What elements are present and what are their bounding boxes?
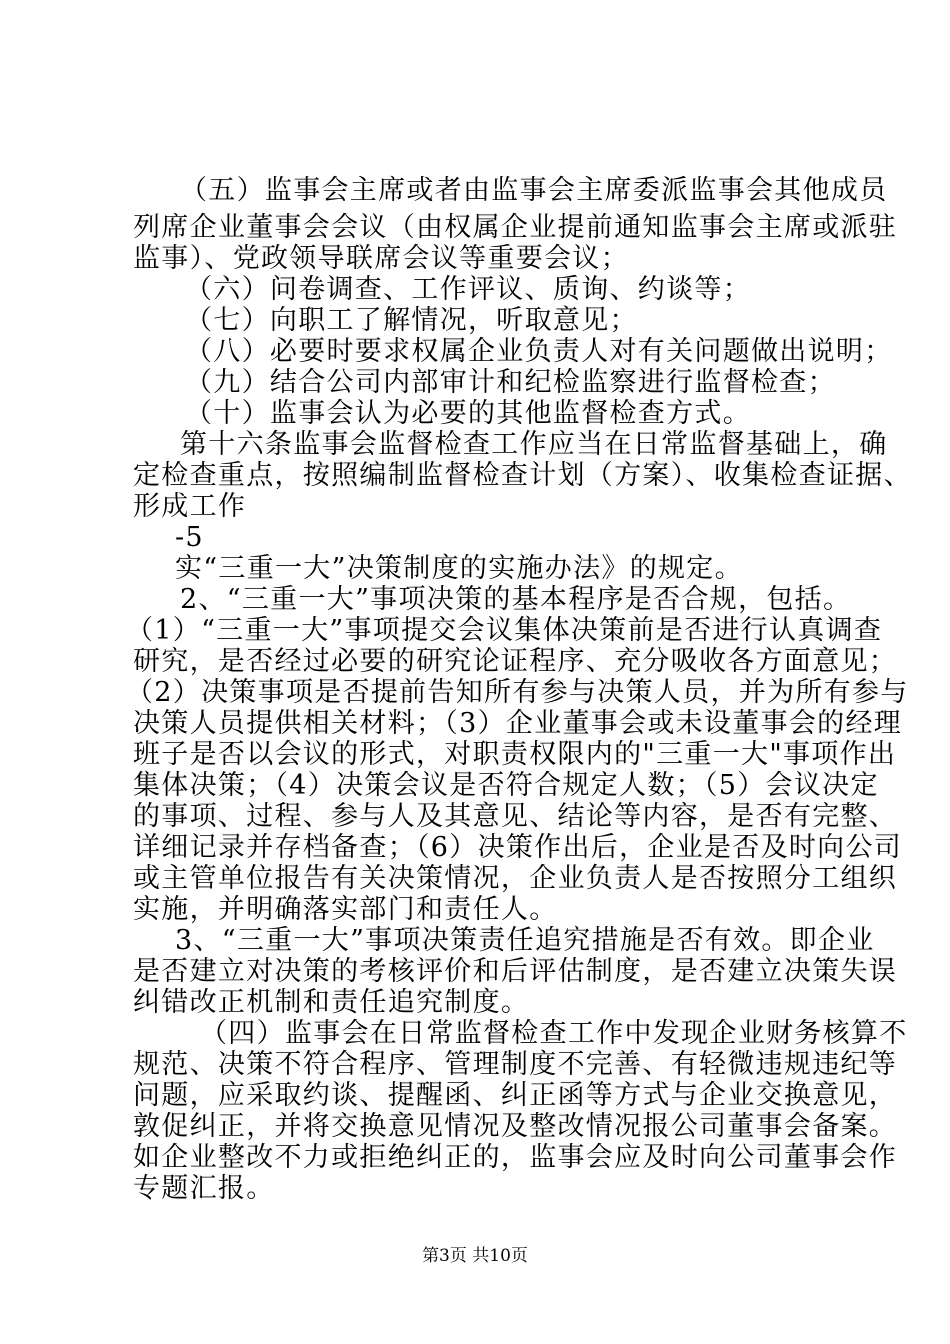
text-line: 研究，是否经过必要的研究论证程序、充分吸收各方面意见； [133,646,898,677]
text-line: （五）监事会主席或者由监事会主席委派监事会其他成员 [180,175,888,206]
text-line: 列席企业董事会会议（由权属企业提前通知监事会主席或派驻 [133,212,898,243]
text-line: 班子是否以会议的形式，对职责权限内的"三重一大"事项作出 [133,739,897,770]
text-line: （四）监事会在日常监督检查工作中发现企业财务核算不 [200,1018,908,1049]
text-line: 敦促纠正，并将交换意见情况及整改情况报公司董事会备案。 [133,1111,898,1142]
text-line: 形成工作 [133,491,247,522]
text-line: 纠错改正机制和责任追究制度。 [133,987,530,1018]
text-line: 定检查重点，按照编制监督检查计划（方案）、收集检查证据、 [133,460,912,491]
text-line: 第十六条监事会监督检查工作应当在日常监督基础上，确 [180,429,888,460]
text-line: 集体决策；（4）决策会议是否符合规定人数；（5）会议决定 [133,770,879,801]
text-line: 问题，应采取约谈、提醒函、纠正函等方式与企业交换意见， [133,1080,898,1111]
text-line: 专题汇报。 [133,1173,275,1204]
text-line: 规范、决策不符合程序、管理制度不完善、有轻微违规违纪等 [133,1049,898,1080]
text-line: 3、“三重一大”事项决策责任追究措施是否有效。即企业 [175,925,875,956]
text-line: 实“三重一大”决策制度的实施办法》的规定。 [175,553,743,584]
text-line: （七）向职工了解情况，听取意见； [185,305,638,336]
text-line: （十）监事会认为必要的其他监督检查方式。 [185,398,751,429]
text-line: （2）决策事项是否提前告知所有参与决策人员，并为所有参与 [126,677,909,708]
text-line: 2、“三重一大”事项决策的基本程序是否合规，包括。 [180,584,852,615]
text-line: （六）问卷调查、工作评议、质询、约谈等； [185,274,751,305]
text-line: （八）必要时要求权属企业负责人对有关问题做出说明； [185,336,893,367]
text-line: 详细记录并存档备查；（6）决策作出后，企业是否及时向公司 [133,832,903,863]
text-line: 决策人员提供相关材料；（3）企业董事会或未设董事会的经理 [133,708,903,739]
text-line: -5 [175,522,204,553]
text-line: 是否建立对决策的考核评价和后评估制度，是否建立决策失误 [133,956,898,987]
text-line: 的事项、过程、参与人及其意见、结论等内容，是否有完整、 [133,801,898,832]
text-line: 监事）、党政领导联席会议等重要会议； [133,243,629,274]
text-line: （九）结合公司内部审计和纪检监察进行监督检查； [185,367,836,398]
text-line: 如企业整改不力或拒绝纠正的，监事会应及时向公司董事会作 [133,1142,898,1173]
text-line: 实施，并明确落实部门和责任人。 [133,894,558,925]
page-number-footer: 第3页 共10页 [422,1246,528,1266]
text-line: （1）“三重一大”事项提交会议集体决策前是否进行认真调查 [126,615,883,646]
text-line: 或主管单位报告有关决策情况，企业负责人是否按照分工组织 [133,863,898,894]
